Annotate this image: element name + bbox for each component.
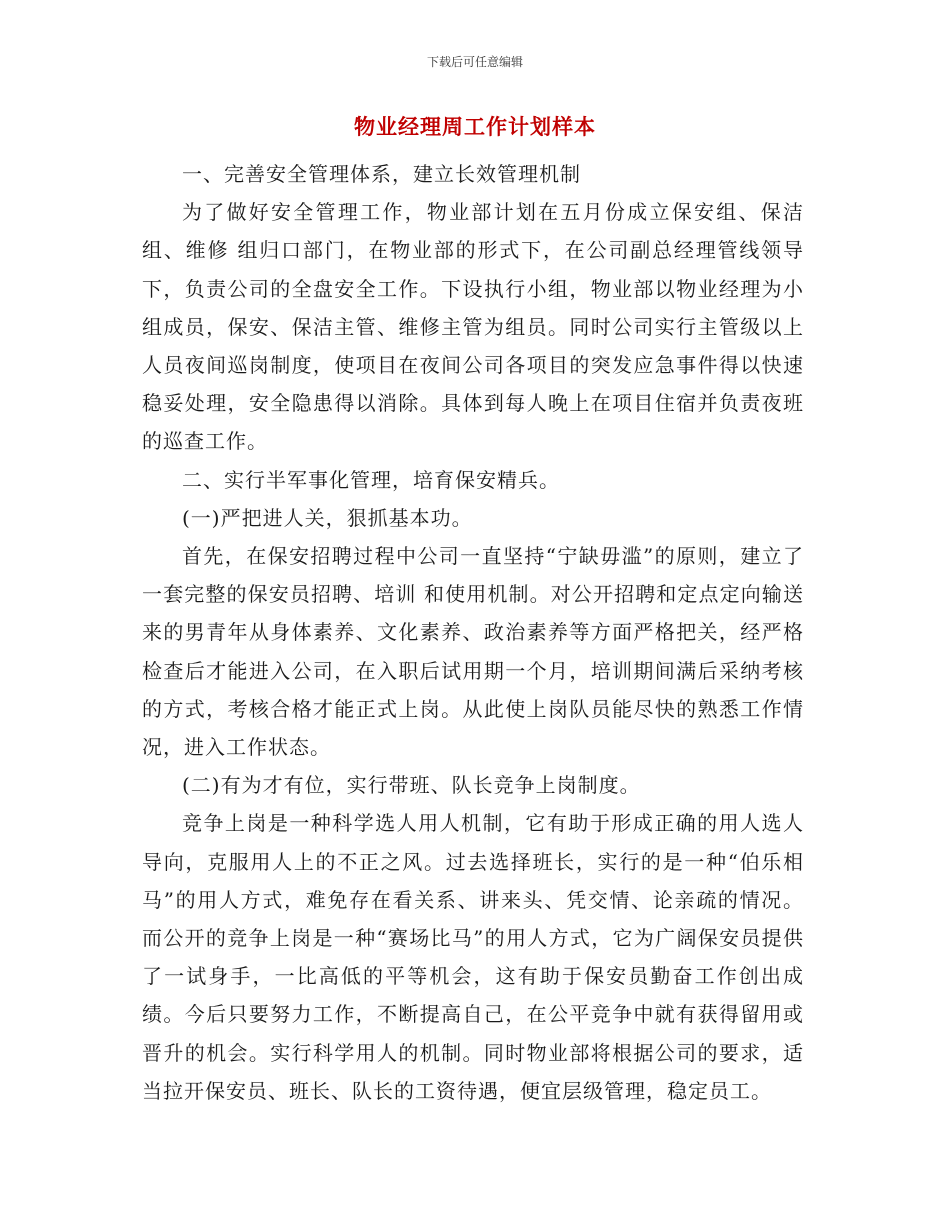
section-heading-2: 二、实行半军事化管理，培育保安精兵。 [182,467,560,492]
header-note: 下载后可任意编辑 [426,55,523,69]
subsection-heading-2: (二)有为才有位，实行带班、队长竞争上岗制度。 [182,773,641,798]
document-body [142,155,804,1110]
paragraph-2: 首先，在保安招聘过程中公司一直坚持“宁缺毋滥”的原则，建立了一套完整的保安员招聘、培训 和使用机制。对公开招聘和定点定向输送来的男青年从身体素养、文化素养、政治素养等方面严格把关，经严格检查后才能进入公司，在入职后试用期一个月，培训期间满后采纳考核的方式，考核合格才能正式上岗。从此使上岗队员能尽快的熟悉工作情况，进入工作状态。 [142,544,804,760]
section-heading-1: 一、完善安全管理体系，建立长效管理机制 [182,162,581,186]
subsection-heading-1: (一)严把进人关，狠抓基本功。 [182,505,473,530]
document-title: 物业经理周工作计划样本 [354,114,596,139]
paragraph-3: 竞争上岗是一种科学选人用人机制，它有助于形成正确的用人选人导向，克服用人上的不正之风。过去选择班长，实行的是一种“伯乐相马”的用人方式，难免存在看关系、讲来头、凭交情、论亲疏的情况。而公开的竞争上岗是一种“赛场比马”的用人方式，它为广阔保安员提供了一试身手，一比高低的平等机会，这有助于保安员勤奋工作创出成绩。今后只要努力工作，不断提高自己，在公平竞争中就有获得留用或晋升的机会。实行科学用人的机制。同时物业部将根据公司的要求，适当拉开保安员、班长、队长的工资待遇，便宜层级管理，稳定员工。 [142,811,804,1103]
paragraph-1: 为了做好安全管理工作，物业部计划在五月份成立保安组、保洁组、维修 组归口部门，在物业部的形式下，在公司副总经理管线领导下，负责公司的全盘安全工作。下设执行小组，物业部以物业经理为小组成员，保安、保洁主管、维修主管为组员。同时公司实行主管级以上人员夜间巡岗制度，使项目在夜间公司各项目的突发应急事件得以快速稳妥处理，安全隐患得以消除。具体到每人晚上在项目住宿并负责夜班的巡查工作。 [142,200,804,454]
